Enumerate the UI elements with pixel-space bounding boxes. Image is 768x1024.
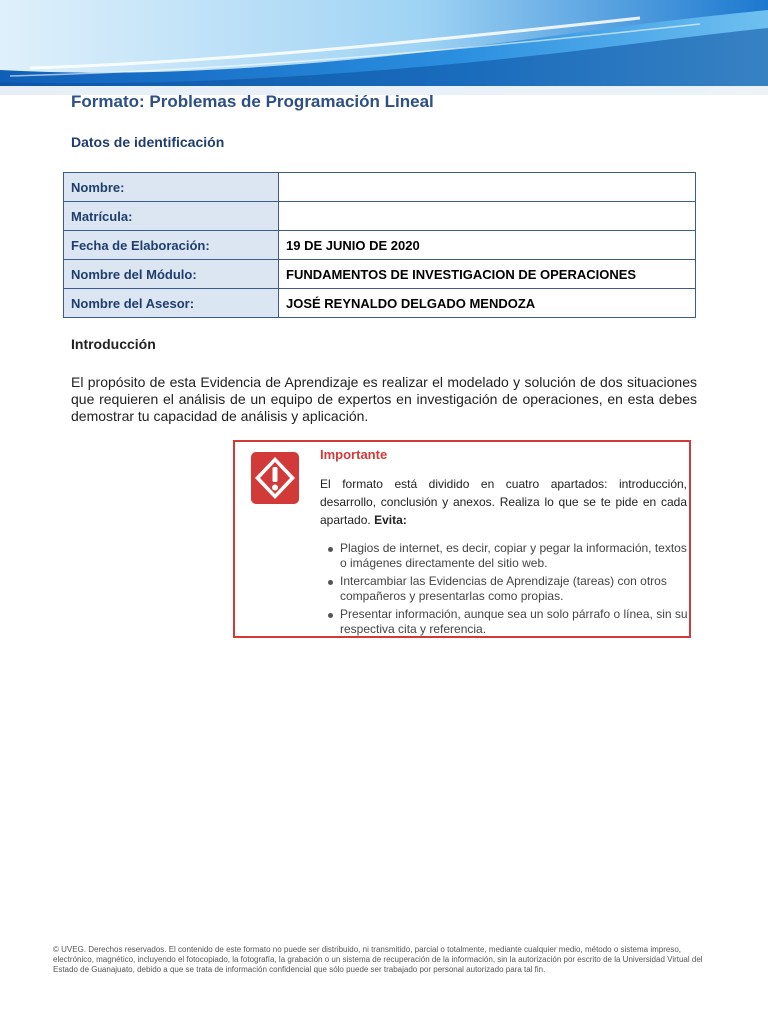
label-cell: Nombre del Módulo: bbox=[64, 260, 279, 289]
important-title: Importante bbox=[320, 447, 388, 462]
important-body-text: El formato está dividido en cuatro apartados: introducción, desarrollo, conclusión y anexos. Realiza lo que se te pide en cada apartado. bbox=[320, 477, 687, 527]
identification-heading: Datos de identificación bbox=[71, 134, 225, 150]
value-cell[interactable]: JOSÉ REYNALDO DELGADO MENDOZA bbox=[279, 289, 696, 318]
important-notice bbox=[233, 440, 691, 638]
header-wave-graphic bbox=[0, 0, 768, 95]
value-cell[interactable] bbox=[279, 173, 696, 202]
table-row bbox=[64, 231, 696, 260]
label-cell: Matrícula: bbox=[64, 202, 279, 231]
list-item: Plagios de internet, es decir, copiar y pegar la información, textos o imágenes directamente del sitio web. bbox=[328, 541, 688, 571]
table-row bbox=[64, 173, 696, 202]
list-item: Presentar información, aunque sea un solo párrafo o línea, sin su respectiva cita y referencia. bbox=[328, 607, 688, 637]
important-body bbox=[320, 475, 687, 529]
table-row bbox=[64, 260, 696, 289]
value-cell[interactable]: FUNDAMENTOS DE INVESTIGACION DE OPERACIONES bbox=[279, 260, 696, 289]
table-row bbox=[64, 202, 696, 231]
header-banner bbox=[0, 0, 768, 95]
label-cell: Fecha de Elaboración: bbox=[64, 231, 279, 260]
important-emphasis: Evita: bbox=[374, 513, 407, 527]
introduction-paragraph: El propósito de esta Evidencia de Aprendizaje es realizar el modelado y solución de dos situaciones que requieren el análisis de un equipo de expertos en investigación de operaciones, en esta debes demostrar tu capacidad de análisis y aplicación. bbox=[71, 374, 697, 424]
document-title: Formato: Problemas de Programación Lineal bbox=[71, 92, 434, 111]
warning-diamond-icon bbox=[251, 452, 299, 504]
copyright-footer: © UVEG. Derechos reservados. El contenido de este formato no puede ser distribuido, ni transmitido, parcial o totalmente, mediante cualquier medio, método o sistema impreso, electrónico, magnético, incluyendo el fotocopiado, la fotografía, la grabación o un sistema de recuperación de la información, sin la autorización por escrito de la Universidad Virtual del Estado de Guanajuato, debido a que se trata de información confidencial que sólo puede ser trabajado por personal autorizado para tal fin. bbox=[53, 945, 703, 974]
identification-table bbox=[63, 172, 696, 318]
value-cell[interactable] bbox=[279, 202, 696, 231]
value-cell[interactable]: 19 DE JUNIO DE 2020 bbox=[279, 231, 696, 260]
list-item: Intercambiar las Evidencias de Aprendizaje (tareas) con otros compañeros y presentarlas como propias. bbox=[328, 574, 688, 604]
label-cell: Nombre: bbox=[64, 173, 279, 202]
label-cell: Nombre del Asesor: bbox=[64, 289, 279, 318]
introduction-heading: Introducción bbox=[71, 336, 156, 352]
table-row bbox=[64, 289, 696, 318]
avoid-list bbox=[328, 541, 688, 640]
